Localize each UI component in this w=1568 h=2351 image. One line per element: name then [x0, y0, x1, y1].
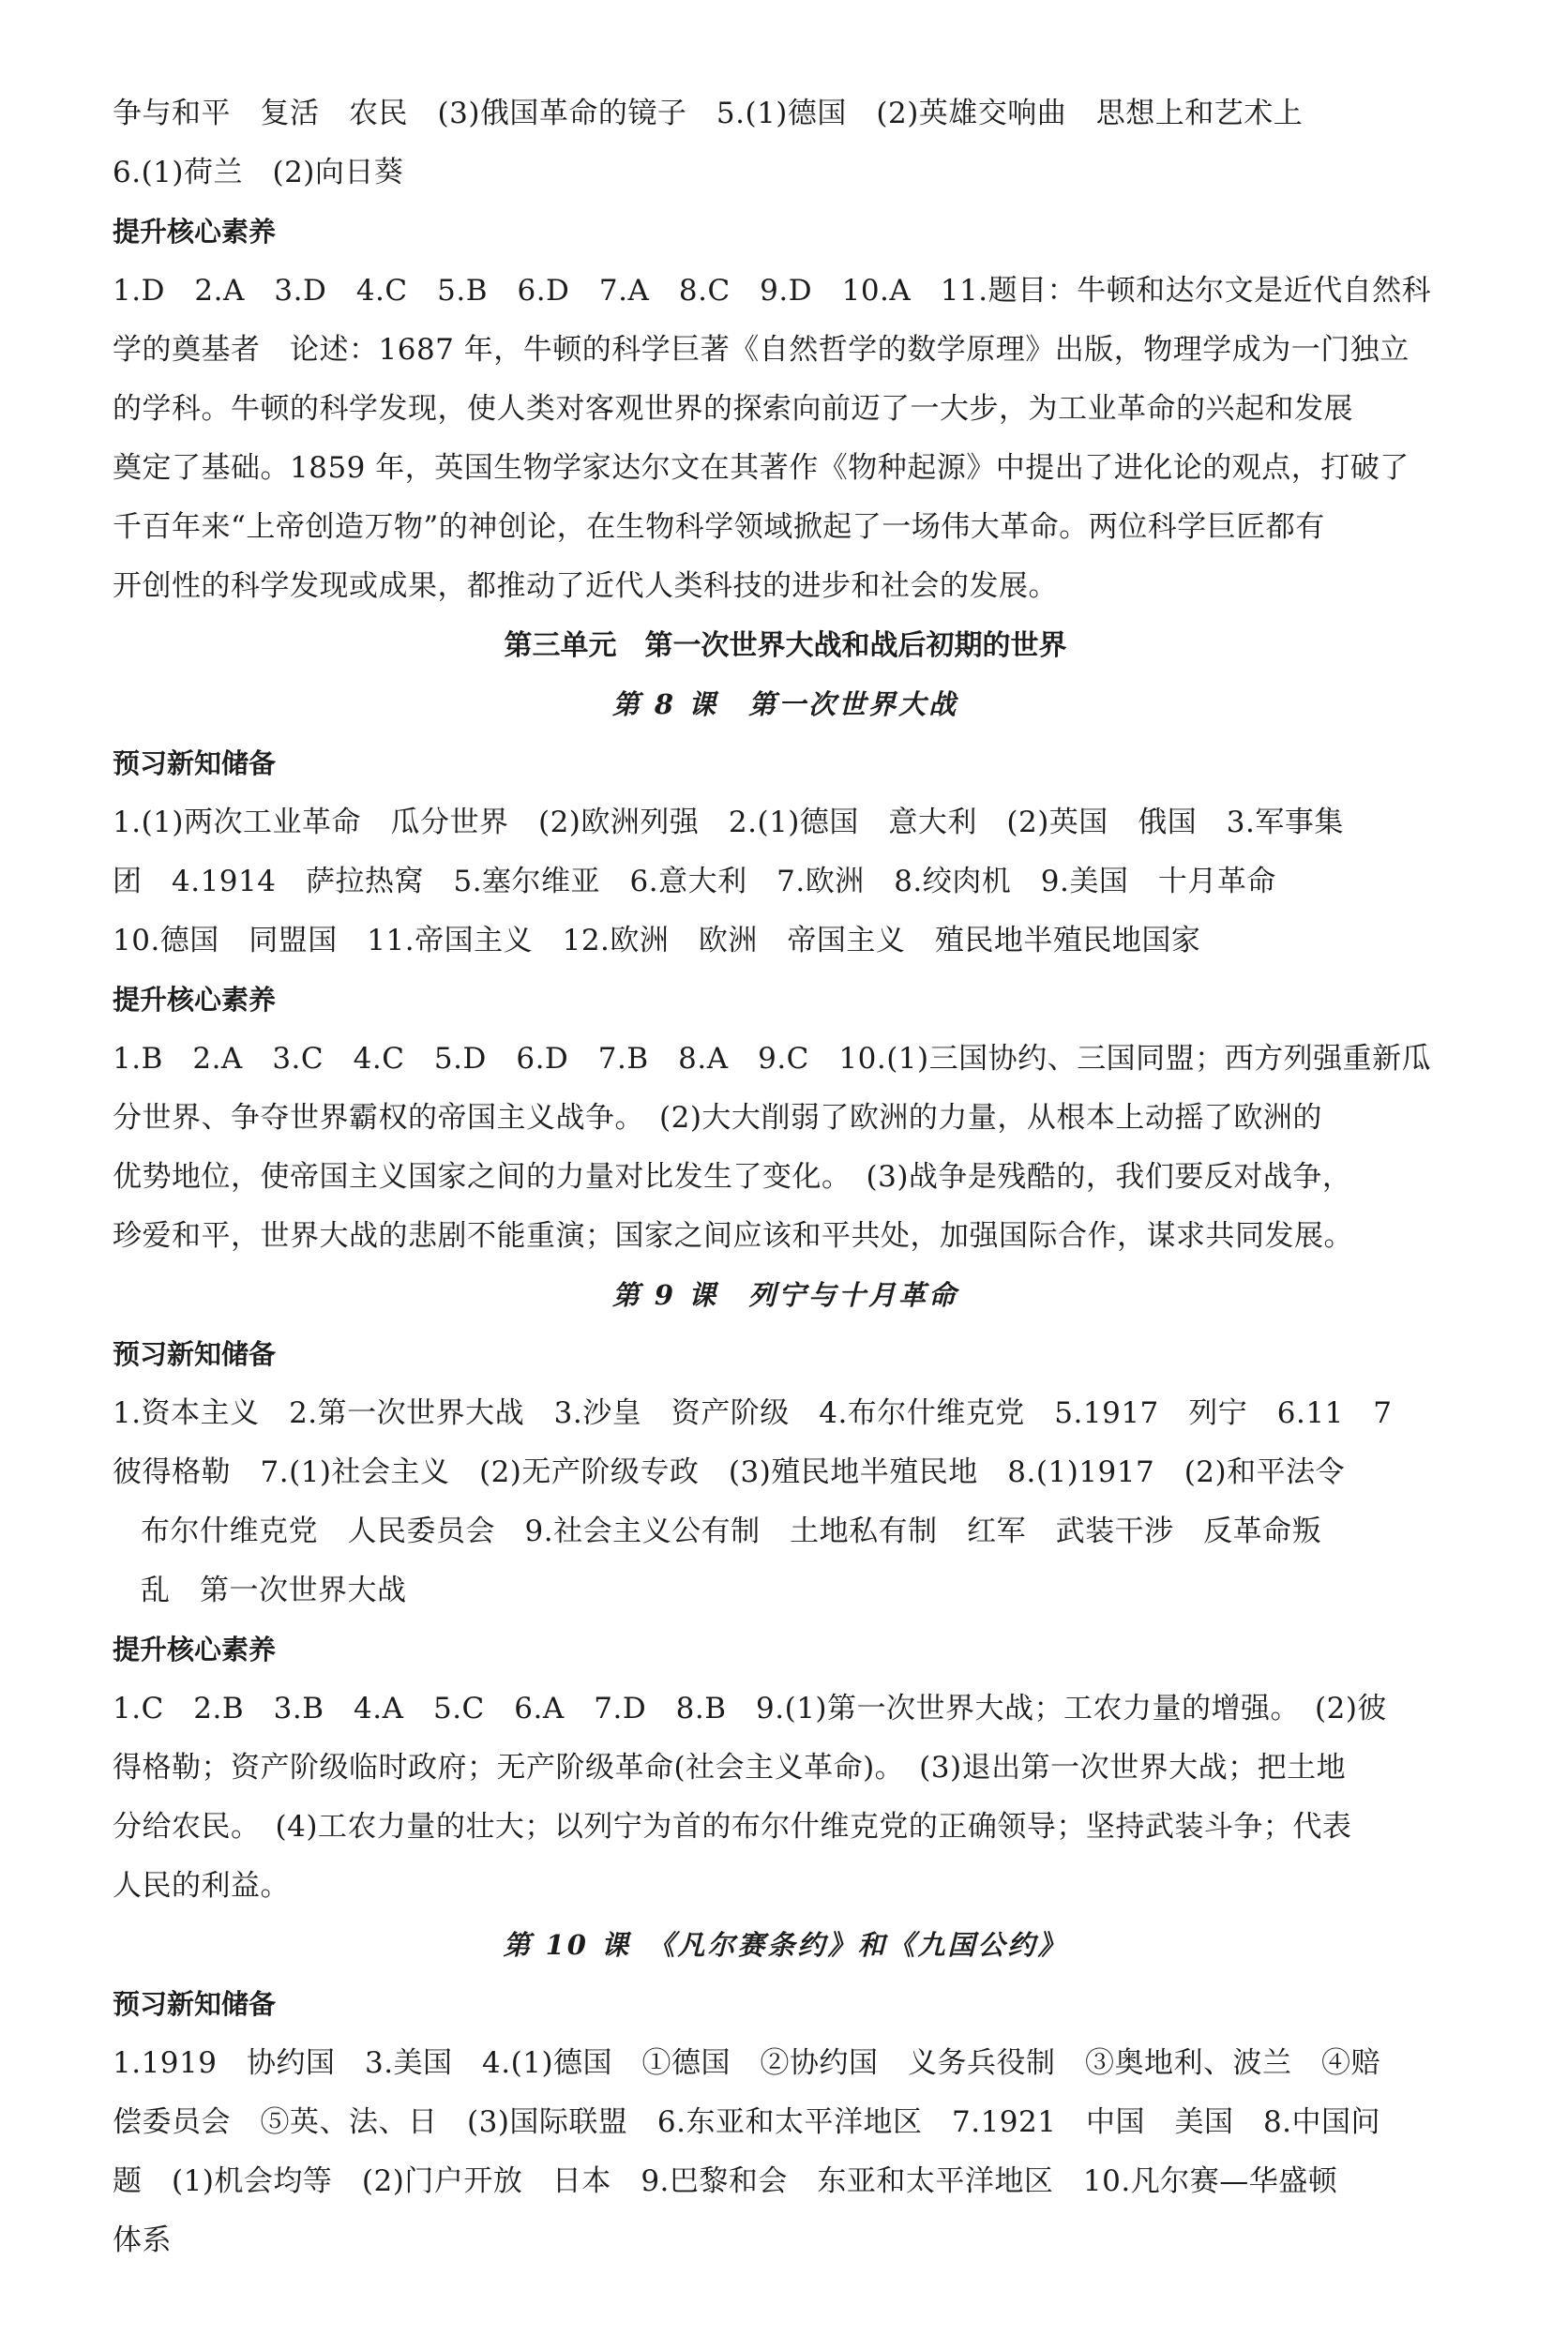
section-heading: 提升核心素养 — [113, 216, 277, 248]
section-heading: 预习新知储备 — [113, 1988, 277, 2020]
text-line: 1.B 2.A 3.C 4.C 5.D 6.D 7.B 8.A 9.C 10.(1)三国协约、三国同盟；西方列强重新瓜 — [113, 1042, 1432, 1076]
lesson-title: 第 8 课 第一次世界大战 — [611, 688, 959, 720]
lesson-title: 第 10 课 《凡尔赛条约》和《九国公约》 — [503, 1929, 1068, 1961]
text-line: 题 (1)机会均等 (2)门户开放 日本 9.巴黎和会 东亚和太平洋地区 10.凡尔赛—华盛顿 — [113, 2164, 1338, 2198]
text-line: 1.资本主义 2.第一次世界大战 3.沙皇 资产阶级 4.布尔什维克党 5.1917 列宁 6.11 7 — [113, 1396, 1393, 1430]
text-line: 6.(1)荷兰 (2)向日葵 — [113, 156, 404, 189]
lesson-title: 第 9 课 列宁与十月革命 — [611, 1279, 959, 1311]
text-line: 偿委员会 ⑤英、法、日 (3)国际联盟 6.东亚和太平洋地区 7.1921 中国 美国 8.中国问 — [113, 2105, 1381, 2139]
answer-page — [113, 84, 1432, 2270]
text-line: 10.德国 同盟国 11.帝国主义 12.欧洲 欧洲 帝国主义 殖民地半殖民地国家 — [113, 924, 1201, 957]
text-line: 1.1919 协约国 3.美国 4.(1)德国 ①德国 ②协约国 义务兵役制 ③奥地利、波兰 ④赔 — [113, 2046, 1381, 2080]
text-line: 争与和平 复活 农民 (3)俄国革命的镜子 5.(1)德国 (2)英雄交响曲 思想上和艺术上 — [113, 97, 1304, 130]
section-heading: 提升核心素养 — [113, 1634, 277, 1665]
text-line: 1.D 2.A 3.D 4.C 5.B 6.D 7.A 8.C 9.D 10.A 11.题目：牛顿和达尔文是近代自然科 — [113, 274, 1432, 308]
section-heading: 预习新知储备 — [113, 747, 277, 779]
text-line: 的学科。牛顿的科学发现，使人类对客观世界的探索向前迈了一大步，为工业革命的兴起和发展 — [113, 392, 1353, 426]
text-line: 1.(1)两次工业革命 瓜分世界 (2)欧洲列强 2.(1)德国 意大利 (2)英国 俄国 3.军事集 — [113, 806, 1344, 839]
text-line: 布尔什维克党 人民委员会 9.社会主义公有制 土地私有制 红军 武装干涉 反革命叛 — [141, 1515, 1322, 1548]
text-line: 优势地位，使帝国主义国家之间的力量对比发生了变化。 (3)战争是残酷的，我们要反对战争， — [113, 1160, 1352, 1194]
text-line: 奠定了基础。1859 年，英国生物学家达尔文在其著作《物种起源》中提出了进化论的观点，打破了 — [113, 451, 1410, 485]
text-line: 分世界、争夺世界霸权的帝国主义战争。 (2)大大削弱了欧洲的力量，从根本上动摇了欧洲的 — [113, 1101, 1322, 1135]
text-line: 乱 第一次世界大战 — [141, 1574, 407, 1607]
text-line: 彼得格勒 7.(1)社会主义 (2)无产阶级专政 (3)殖民地半殖民地 8.(1)1917 (2)和平法令 — [113, 1455, 1346, 1489]
text-line: 得格勒；资产阶级临时政府；无产阶级革命(社会主义革命)。 (3)退出第一次世界大战；把土地 — [113, 1751, 1347, 1785]
text-line: 1.C 2.B 3.B 4.A 5.C 6.A 7.D 8.B 9.(1)第一次世界大战；工农力量的增强。 (2)彼 — [113, 1692, 1387, 1726]
text-line: 人民的利益。 — [113, 1869, 290, 1903]
unit-title: 第三单元 第一次世界大战和战后初期的世界 — [504, 629, 1067, 662]
text-line: 学的奠基者 论述：1687 年，牛顿的科学巨著《自然哲学的数学原理》出版，物理学成为一门独立 — [113, 333, 1410, 367]
section-heading: 预习新知储备 — [113, 1338, 277, 1370]
text-line: 开创性的科学发现或成果，都推动了近代人类科技的进步和社会的发展。 — [113, 569, 1058, 603]
text-line: 团 4.1914 萨拉热窝 5.塞尔维亚 6.意大利 7.欧洲 8.绞肉机 9.美国 十月革命 — [113, 865, 1276, 898]
text-line: 分给农民。 (4)工农力量的壮大；以列宁为首的布尔什维克党的正确领导；坚持武装斗争；代表 — [113, 1810, 1352, 1844]
text-line: 珍爱和平，世界大战的悲剧不能重演；国家之间应该和平共处，加强国际合作，谋求共同发展。 — [113, 1219, 1353, 1253]
section-heading: 提升核心素养 — [113, 984, 277, 1016]
text-line: 体系 — [113, 2223, 172, 2257]
text-line: 千百年来“上帝创造万物”的神创论，在生物科学领域掀起了一场伟大革命。两位科学巨匠都有 — [113, 510, 1325, 544]
